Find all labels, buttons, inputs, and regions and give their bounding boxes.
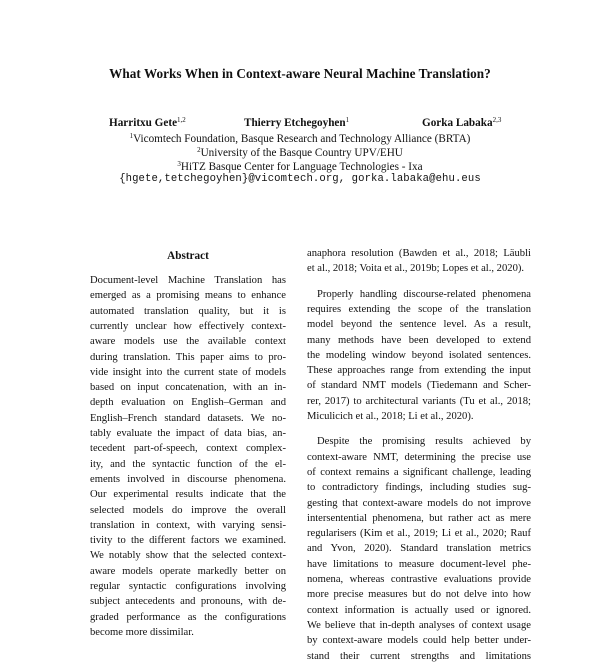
author-list — [0, 116, 600, 132]
text-line: context-aware NMT, determining the precise use — [307, 451, 531, 463]
text-line: and Yvon, 2020). Standard translation metrics — [307, 543, 531, 555]
text-line: by context-aware models could help better under- — [307, 635, 531, 647]
affiliation-marker: 1 — [129, 132, 134, 140]
intro-body — [307, 248, 531, 662]
text-line: ements involved in discourse phenomena. — [90, 473, 286, 485]
text-line: during translation. This paper aims to pro- — [90, 351, 286, 363]
text-line: Despite the promising results achieved by — [317, 436, 531, 448]
author-affiliation-marker: 2,3 — [492, 116, 502, 124]
text-line: ity, and the syntactic function of the el- — [90, 458, 286, 470]
affiliation — [0, 146, 600, 159]
paper-title: What Works When in Context-aware Neural Machine Translation? — [109, 66, 491, 81]
text-line: Miculicich et al., 2018; Li et al., 2020). — [307, 411, 474, 422]
abstract-heading: Abstract — [167, 250, 209, 262]
text-line: Document-level Machine Translation has — [90, 275, 286, 286]
text-line: requires extending the scope of the translation — [307, 303, 531, 315]
text-line: aware models operate markedly better on — [90, 565, 286, 577]
affiliation-marker: 3 — [177, 160, 181, 168]
text-line: We believe that in-depth analyses of context usage — [307, 619, 531, 631]
text-line: tably evaluate the impact of data bias, an- — [90, 428, 286, 439]
text-line: subject antecedents and pronouns, with de- — [90, 596, 286, 608]
text-line: model beyond the sentence level. As a result, — [307, 319, 531, 331]
author — [244, 116, 349, 129]
text-line: selected models do improve the overall — [90, 504, 286, 516]
text-line: become more dissimilar. — [90, 626, 194, 638]
text-line: intersentential phenomena, but rather act as mere — [307, 512, 531, 524]
affiliation — [0, 160, 600, 173]
affiliation-marker: 2 — [197, 146, 201, 154]
text-line: These approaches range from extending the input — [307, 365, 531, 377]
affiliation — [0, 132, 600, 145]
author-name: Gorka Labaka — [422, 117, 493, 129]
text-line: have limitations to measure document-level phe- — [307, 558, 531, 570]
affiliation-text: HiTZ Basque Center for Language Technologies - Ixa — [180, 161, 423, 173]
text-line: vide insight into the current state of models — [90, 366, 286, 378]
text-line: stand their current strengths and limitations — [307, 650, 531, 662]
text-line: translation in context, with varying sensi- — [90, 519, 286, 531]
text-line: automated translation quality, but it is — [90, 305, 286, 317]
text-line: Properly handling discourse-related phenomena — [317, 288, 531, 300]
text-line: context information is actually used or ignored. — [307, 604, 531, 616]
text-line: emerged as a promising means to enhance — [90, 290, 286, 302]
author-affiliation-marker: 1,2 — [177, 116, 186, 124]
text-line: We notably show that the selected context- — [90, 550, 286, 562]
author — [109, 116, 186, 129]
text-line: depth evaluation on English–German and — [90, 397, 286, 409]
author — [422, 116, 501, 129]
text-line: currently unclear how effectively context- — [90, 320, 286, 332]
text-line: to contradictory findings, including studies sug- — [307, 482, 531, 494]
text-line: English–French standard datasets. We no- — [90, 412, 286, 424]
text-line: regular syntactic configurations involving — [90, 581, 286, 592]
text-line: of context remains a significant challenge, leading — [307, 466, 531, 478]
text-line: of standard NMT models (Tiedemann and Scher- — [307, 380, 531, 392]
text-line: the modeling window beyond isolated sentences. — [307, 349, 531, 361]
text-line: et al., 2018; Voita et al., 2019b; Lopes et al., 2020). — [307, 263, 525, 275]
affiliation-text: University of the Basque Country UPV/EHU — [200, 147, 403, 159]
text-line: regularisers (Kim et al., 2019; Li et al., 2020; Rauf — [307, 528, 531, 540]
author-name: Harritxu Gete — [109, 117, 178, 129]
text-line: graded performance as the configurations — [90, 611, 286, 623]
text-line: many methods have been developed to extend — [307, 334, 531, 346]
author-emails: {hgete,tetchegoyhen}@vicomtech.org, gorka.labaka@ehu.eus — [119, 173, 481, 185]
text-line: tivity to the different factors we examined. — [90, 535, 286, 547]
text-line: based on input concatenation, with an in- — [90, 382, 286, 394]
abstract-body — [90, 275, 286, 638]
text-line: rer, 2017) to architectural variants (Tu et al., 2018; — [307, 395, 531, 407]
text-line: tecedent part-of-speech, context complex- — [90, 443, 286, 455]
author-name: Thierry Etchegoyhen — [244, 117, 346, 129]
text-line: gesting that context-aware models do not improve — [307, 497, 531, 509]
author-affiliation-marker: 1 — [345, 116, 350, 124]
text-line: aware models use the available context — [90, 336, 286, 348]
text-line: Our experimental results indicate that the — [90, 489, 286, 501]
text-line: nomena, whereas contrastive evaluations provide — [307, 574, 531, 585]
text-line: anaphora resolution (Bawden et al., 2018; Läubli — [307, 248, 531, 259]
affiliation-text: Vicomtech Foundation, Basque Research and Technology Alliance (BRTA) — [133, 133, 471, 145]
text-line: more precise measures but do not delve into how — [307, 589, 531, 601]
